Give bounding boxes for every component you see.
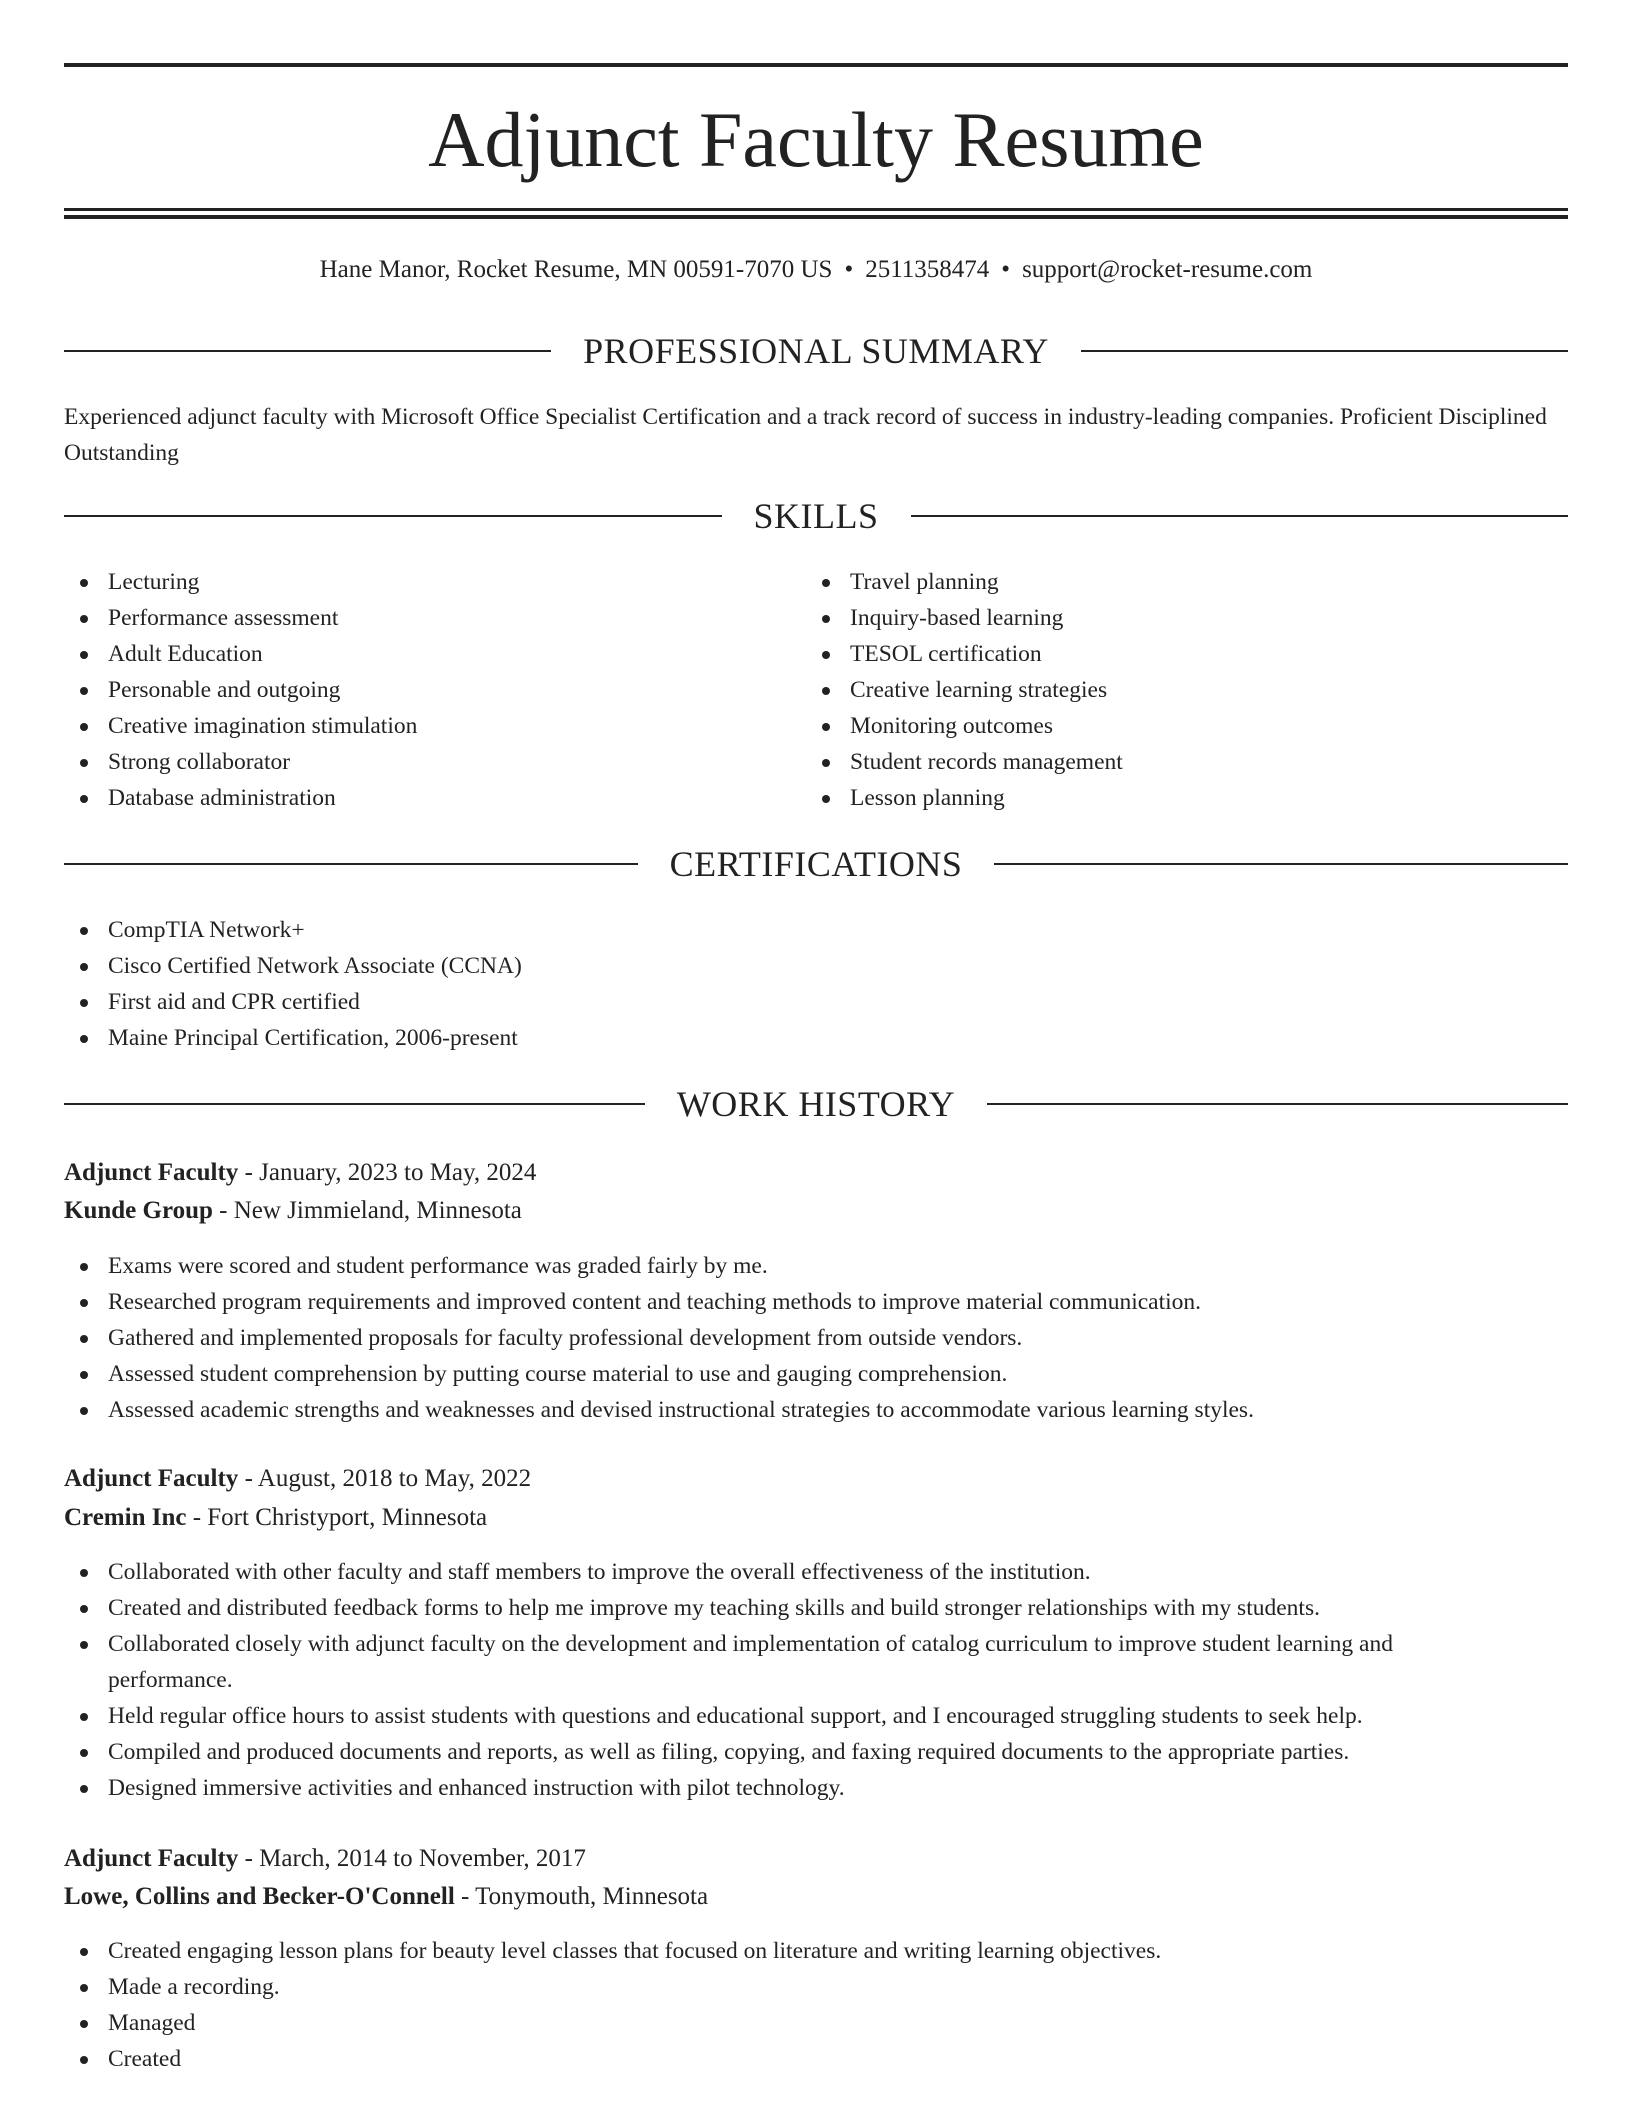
work-history-heading-label: WORK HISTORY [676,1084,956,1124]
contact-separator: • [1001,256,1011,283]
job-location: - New Jimmieland, Minnesota [212,1197,522,1224]
job-title: Adjunct Faculty [64,1465,239,1492]
skill-item: Adult Education [64,636,804,672]
skill-item: Lecturing [64,564,804,600]
certification-item: Maine Principal Certification, 2006-present [64,1020,1568,1056]
job-duty: Exams were scored and student performance was graded fairly by me. [64,1248,1568,1284]
job-company: Lowe, Collins and Becker-O'Connell [64,1883,455,1910]
certifications-heading-label: CERTIFICATIONS [669,844,963,884]
job-duties-list [64,1554,1504,1806]
title-rule-upper [64,208,1568,211]
skills-list-left [64,564,804,816]
job-duty: Held regular office hours to assist students with questions and educational support, and I encouraged struggling students to seek help. [64,1698,1504,1734]
skill-item: Creative learning strategies [806,672,1546,708]
certifications-list [64,912,1568,1056]
job-duty: Created engaging lesson plans for beauty level classes that focused on literature and writing learning objectives. [64,1933,1568,1969]
job-duty: Compiled and produced documents and reports, as well as filing, copying, and faxing required documents to the appropriate parties. [64,1734,1504,1770]
heading-rule-left [64,1103,645,1105]
contact-address: Hane Manor, Rocket Resume, MN 00591-7070 US [319,256,833,283]
heading-rule-left [64,515,722,517]
certification-item: Cisco Certified Network Associate (CCNA) [64,948,1568,984]
job-duty: Managed [64,2005,1568,2041]
heading-rule-right [911,515,1569,517]
job-duty: Assessed student comprehension by putting course material to use and gauging comprehension. [64,1356,1568,1392]
job-duty: Created and distributed feedback forms to help me improve my teaching skills and build stronger relationships with my students. [64,1590,1504,1626]
job-duty: Researched program requirements and improved content and teaching methods to improve material communication. [64,1284,1568,1320]
contact-line [64,252,1568,288]
certification-item: CompTIA Network+ [64,912,1568,948]
skill-item: Travel planning [806,564,1546,600]
skills-heading-label: SKILLS [753,496,879,536]
job-dates: - August, 2018 to May, 2022 [238,1465,532,1492]
job-company-line [64,1499,1568,1537]
summary-heading [64,326,1568,376]
job-location: - Fort Christyport, Minnesota [186,1504,488,1531]
heading-rule-left [64,350,551,352]
summary-text: Experienced adjunct faculty with Microsoft Office Specialist Certification and a track record of success in industry-leading companies. Proficient Disciplined Outstanding [64,404,1547,466]
job-duty: Collaborated with other faculty and staff members to improve the overall effectiveness of the institution. [64,1554,1504,1590]
job-company-line [64,1192,1568,1230]
job-duties-list [64,1248,1568,1428]
job-dates: - March, 2014 to November, 2017 [238,1845,586,1872]
job-duty: Made a recording. [64,1969,1568,2005]
job-title-line [64,1460,1568,1498]
job-title-line [64,1840,1568,1878]
skill-item: Lesson planning [806,780,1546,816]
summary-heading-label: PROFESSIONAL SUMMARY [583,331,1049,371]
skills-heading [64,491,1568,541]
job-duty: Assessed academic strengths and weaknesses and devised instructional strategies to accommodate various learning styles. [64,1392,1568,1428]
work-history-heading [64,1079,1568,1129]
job-duty: Collaborated closely with adjunct faculty on the development and implementation of catalog curriculum to improve student learning and performance. [64,1626,1504,1698]
skill-item: Strong collaborator [64,744,804,780]
job-title: Adjunct Faculty [64,1845,239,1872]
job-duties-list [64,1933,1568,2077]
heading-rule-right [1081,350,1568,352]
heading-rule-right [987,1103,1568,1105]
job-title-line [64,1154,1568,1192]
skill-item: TESOL certification [806,636,1546,672]
job-company-line [64,1878,1568,1916]
job-title: Adjunct Faculty [64,1159,239,1186]
job-duty: Created [64,2041,1568,2077]
contact-separator: • [844,256,854,283]
skill-item: Database administration [64,780,804,816]
skill-item: Monitoring outcomes [806,708,1546,744]
skill-item: Inquiry-based learning [806,600,1546,636]
resume-title: Adjunct Faculty Resume [428,96,1204,183]
skill-item: Personable and outgoing [64,672,804,708]
contact-email: support@rocket-resume.com [1022,256,1313,283]
job-company: Cremin Inc [64,1504,187,1531]
skills-list-right [806,564,1546,816]
title-rule-lower [64,215,1568,219]
skill-item: Creative imagination stimulation [64,708,804,744]
skill-item: Student records management [806,744,1546,780]
job-duty: Gathered and implemented proposals for faculty professional development from outside vendors. [64,1320,1568,1356]
job-duty: Designed immersive activities and enhanced instruction with pilot technology. [64,1770,1504,1806]
certifications-heading [64,839,1568,889]
heading-rule-left [64,863,638,865]
top-rule [64,63,1568,67]
job-company: Kunde Group [64,1197,213,1224]
job-location: - Tonymouth, Minnesota [454,1883,709,1910]
heading-rule-right [994,863,1568,865]
certification-item: First aid and CPR certified [64,984,1568,1020]
job-dates: - January, 2023 to May, 2024 [238,1159,537,1186]
skill-item: Performance assessment [64,600,804,636]
contact-phone: 2511358474 [865,256,990,283]
